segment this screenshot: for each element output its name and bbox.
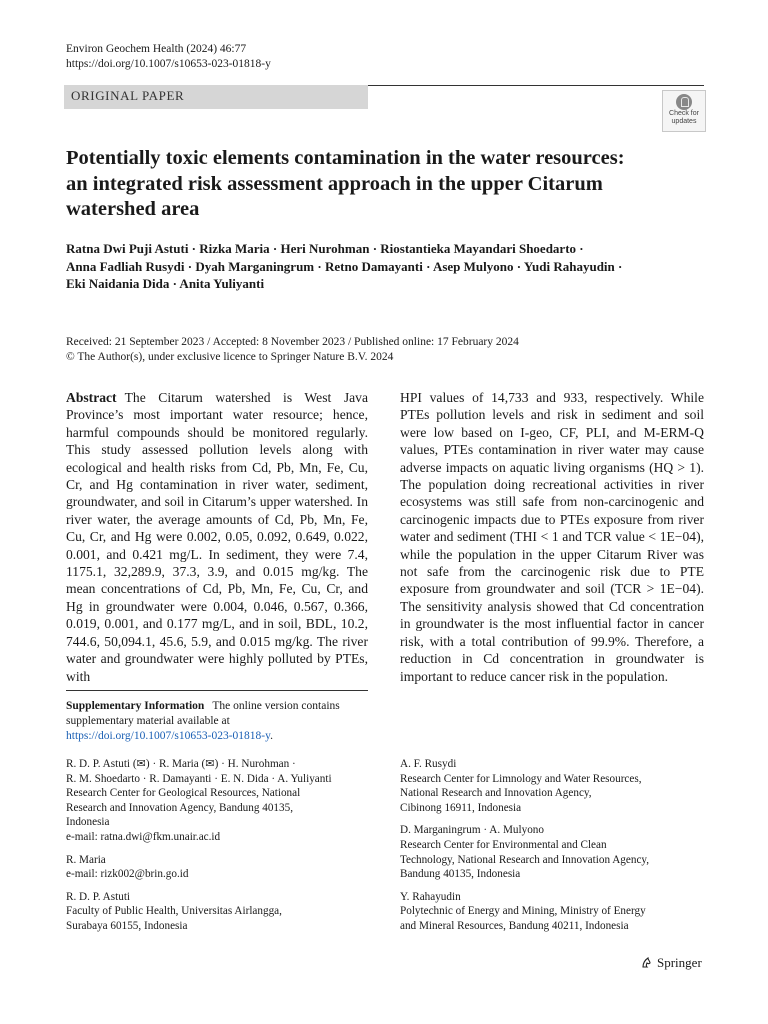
dates-line: Received: 21 September 2023 / Accepted: 8 November 2023 / Published online: 17 February 2024 bbox=[66, 336, 519, 348]
journal-header bbox=[66, 42, 271, 72]
supplementary-end: . bbox=[270, 730, 273, 742]
journal-citation: Environ Geochem Health (2024) 46:77 bbox=[66, 43, 247, 55]
affiliation-line: R. M. Shoedarto · R. Damayanti · E. N. Dida · A. Yuliyanti bbox=[66, 772, 332, 785]
springer-horse-icon bbox=[640, 956, 653, 969]
affiliation-block bbox=[66, 890, 368, 934]
affiliations-right bbox=[400, 757, 704, 934]
abstract-text-left: The Citarum watershed is West Java Province’s most important water resource; hence, harmful compounds should be monitored regularly. This study assessed pollution levels along with ecological and health risks from Cd, Pb, Mn, Fe, Cu, Cr, and Hg contamination in river water, sediment, groundwater, and soil in Citarum’s upper watershed. In river water, the average amounts of Cd, Pb, Mn, Fe, Cu, Cr, and Hg were 0.002, 0.05, 0.092, 0.649, 0.022, 0.001, and 0.421 mg/L. In sediment, they were 7.4, 1175.1, 32,289.9, 37.3, 3.9, and 0.015 mg/kg. The mean concentrations of Cd, Pb, Mn, Fe, Cu, Cr, and Hg in groundwater were 0.004, 0.046, 0.567, 0.366, 0.019, 0.001, and 0.177 mg/L, and in soil, BDL, 10.2, 744.6, 50,094.1, 45.6, 5.9, and 0.015 mg/kg. The river water and groundwater were highly polluted by PTEs, with bbox=[66, 390, 368, 684]
email-line[interactable]: e-mail: rizk002@brin.go.id bbox=[66, 868, 189, 881]
publisher-logo bbox=[640, 955, 702, 971]
author-line: Anna Fadliah Rusydi · Dyah Marganingrum · Retno Damayanti · Asep Mulyono · Yudi Rahayudin · bbox=[66, 258, 623, 274]
bookmark-icon bbox=[676, 94, 692, 110]
doi-link[interactable]: https://doi.org/10.1007/s10653-023-01818-y bbox=[66, 58, 271, 70]
affiliation-line: Surabaya 60155, Indonesia bbox=[66, 919, 188, 932]
publisher-name: Springer bbox=[657, 955, 702, 970]
article-type-label: ORIGINAL PAPER bbox=[71, 88, 185, 103]
supplementary-link[interactable]: https://doi.org/10.1007/s10653-023-01818-y bbox=[66, 730, 271, 742]
publication-history bbox=[66, 335, 706, 365]
affiliation-line: D. Marganingrum · A. Mulyono bbox=[400, 824, 544, 837]
affiliation-line: Bandung 40135, Indonesia bbox=[400, 868, 521, 881]
affiliations-left bbox=[66, 757, 368, 934]
updates-label: updates bbox=[671, 118, 697, 125]
email-line[interactable]: e-mail: ratna.dwi@fkm.unair.ac.id bbox=[66, 830, 221, 843]
affiliation-block bbox=[400, 890, 704, 934]
author-line: Ratna Dwi Puji Astuti · Rizka Maria · Heri Nurohman · Riostantieka Mayandari Shoedarto · bbox=[66, 241, 584, 256]
footnote-rule bbox=[66, 690, 368, 691]
affiliation-line: Indonesia bbox=[66, 816, 110, 829]
paper-title: Potentially toxic elements contamination in the water resources: an integrated risk assessment approach in the upper Citarum watershed area bbox=[66, 147, 625, 220]
affiliation-line: National Research and Innovation Agency, bbox=[400, 787, 592, 800]
check-for-label: Check for bbox=[669, 110, 699, 117]
affiliation-block bbox=[400, 823, 704, 881]
affiliation-line: Faculty of Public Health, Universitas Airlangga, bbox=[66, 905, 282, 918]
article-type-banner bbox=[64, 85, 368, 109]
affiliation-line: Research Center for Environmental and Clean bbox=[400, 838, 607, 851]
affiliation-line: R. D. P. Astuti bbox=[66, 890, 131, 903]
affiliation-block bbox=[400, 757, 704, 815]
affiliation-block bbox=[66, 853, 368, 882]
affiliation-line: Polytechnic of Energy and Mining, Ministry of Energy bbox=[400, 905, 646, 918]
affiliation-line: Y. Rahayudin bbox=[400, 890, 461, 903]
abstract-right-column bbox=[400, 389, 704, 685]
header-rule bbox=[368, 85, 704, 86]
supplementary-info bbox=[66, 699, 368, 744]
affiliation-line: and Mineral Resources, Bandung 40211, Indonesia bbox=[400, 919, 629, 932]
author-list bbox=[66, 240, 686, 293]
supplementary-label: Supplementary Information bbox=[66, 700, 205, 712]
affiliation-line: R. Maria bbox=[66, 853, 106, 866]
author-line: Eki Naidania Dida · Anita Yuliyanti bbox=[66, 276, 265, 291]
affiliation-line: Technology, National Research and Innovation Agency, bbox=[400, 853, 650, 866]
affiliation-line: Research Center for Geological Resources, National bbox=[66, 787, 301, 800]
copyright-line: © The Author(s), under exclusive licence to Springer Nature B.V. 2024 bbox=[66, 351, 394, 363]
abstract-label: Abstract bbox=[66, 390, 117, 405]
affiliation-line: A. F. Rusydi bbox=[400, 758, 457, 770]
affiliation-block bbox=[66, 757, 368, 845]
affiliation-line: Cibinong 16911, Indonesia bbox=[400, 801, 522, 814]
supplementary-text: The online version contains supplementary material available at bbox=[66, 700, 340, 727]
check-for-updates-badge[interactable] bbox=[662, 90, 706, 132]
affiliation-line: Research and Innovation Agency, Bandung 40135, bbox=[66, 801, 294, 814]
affiliation-line: R. D. P. Astuti (✉) · R. Maria (✉) · H. Nurohman · bbox=[66, 758, 296, 770]
abstract-left-column bbox=[66, 389, 368, 685]
abstract-text-right: HPI values of 14,733 and 933, respectively. While PTEs pollution levels and risk in sediment and soil were low based on I-geo, CF, PLI, and M-ERM-Q values, PTEs contamination in river water may cause adverse impacts on aquatic living organisms (HQ > 1). The population doing recreational activities in river ecosystems was still safe from non-carcinogenic and carcinogenic impacts due to PTEs exposure from river water and sediment (THI < 1 and TCR value < 1E−04), while the population in the upper Citarum River was not safe from the carcinogenic risk due to PTE exposure from groundwater and soil (TCR > 1E−04). The sensitivity analysis showed that Cd concentration in groundwater is the most influential factor in cancer risk, with a total contribution of 99.9%. Therefore, a reduction in Cd concentration in groundwater is important to reduce cancer risk in the population. bbox=[400, 390, 704, 684]
affiliation-line: Research Center for Limnology and Water Resources, bbox=[400, 772, 642, 785]
